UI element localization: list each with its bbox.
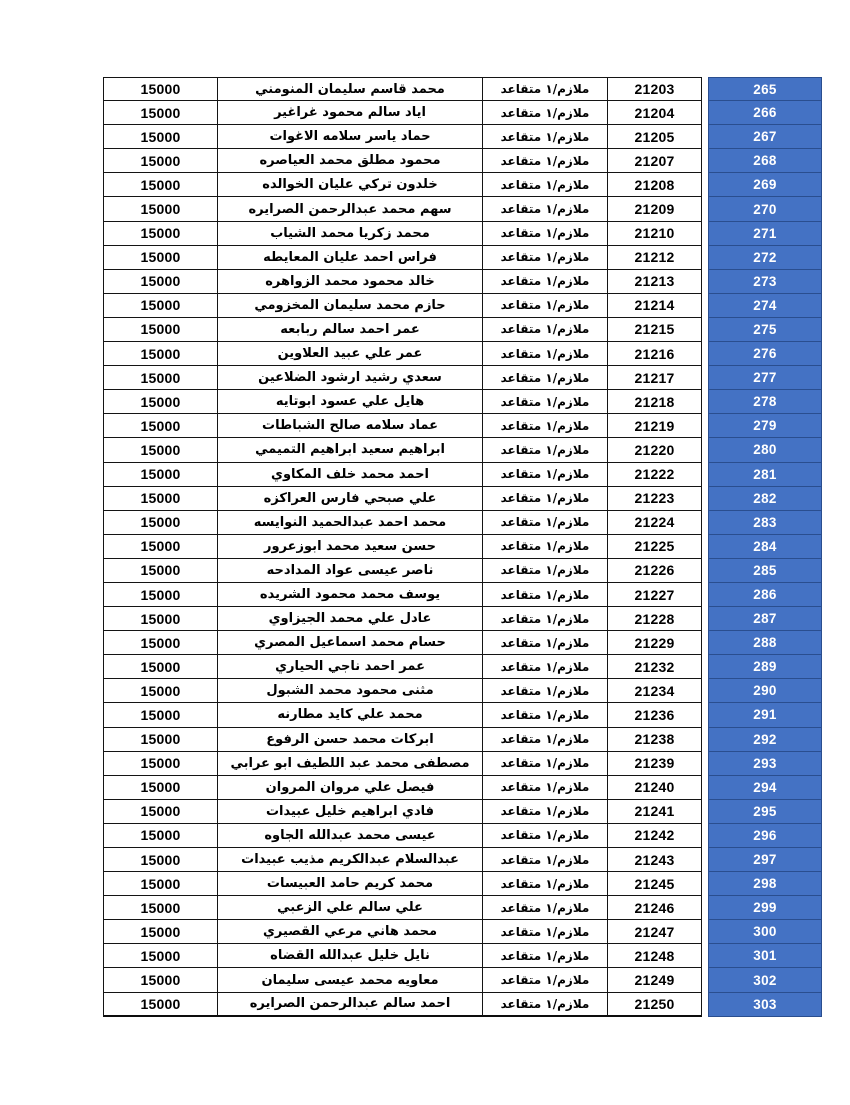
table-row	[103, 149, 822, 173]
name-cell: محمد احمد عبدالحميد النوايسه	[218, 511, 483, 535]
amount-cell: 15000	[103, 920, 218, 944]
name-cell: محمد قاسم سليمان المنومني	[218, 77, 483, 101]
table-row	[103, 222, 822, 246]
rank-cell: ملازم/١ متقاعد	[483, 920, 608, 944]
rank-cell: ملازم/١ متقاعد	[483, 294, 608, 318]
name-cell: عبدالسلام عبدالكريم مذيب عبيدات	[218, 848, 483, 872]
name-cell: محمد زكريا محمد الشياب	[218, 222, 483, 246]
sequence-number-cell: 268	[708, 149, 822, 173]
amount-cell: 15000	[103, 631, 218, 655]
table-row	[103, 366, 822, 390]
name-cell: معاويه محمد عيسى سليمان	[218, 968, 483, 992]
id-number-cell: 21239	[608, 752, 702, 776]
rank-cell: ملازم/١ متقاعد	[483, 246, 608, 270]
table-row	[103, 535, 822, 559]
sequence-number-cell: 287	[708, 607, 822, 631]
id-number-cell: 21204	[608, 101, 702, 125]
name-cell: عمر علي عبيد العلاوين	[218, 342, 483, 366]
id-number-cell: 21225	[608, 535, 702, 559]
sequence-number-cell: 267	[708, 125, 822, 149]
id-number-cell: 21210	[608, 222, 702, 246]
table-row	[103, 342, 822, 366]
amount-cell: 15000	[103, 390, 218, 414]
table-row	[103, 703, 822, 727]
rank-cell: ملازم/١ متقاعد	[483, 728, 608, 752]
table-row	[103, 848, 822, 872]
id-number-cell: 21243	[608, 848, 702, 872]
table-row	[103, 631, 822, 655]
sequence-number-cell: 297	[708, 848, 822, 872]
rank-cell: ملازم/١ متقاعد	[483, 703, 608, 727]
sequence-number-cell: 276	[708, 342, 822, 366]
name-cell: عمر احمد سالم ربابعه	[218, 318, 483, 342]
table-row	[103, 776, 822, 800]
sequence-number-cell: 273	[708, 270, 822, 294]
rank-cell: ملازم/١ متقاعد	[483, 655, 608, 679]
sequence-number-cell: 279	[708, 414, 822, 438]
amount-cell: 15000	[103, 679, 218, 703]
rank-cell: ملازم/١ متقاعد	[483, 125, 608, 149]
id-number-cell: 21214	[608, 294, 702, 318]
rank-cell: ملازم/١ متقاعد	[483, 944, 608, 968]
sequence-number-cell: 271	[708, 222, 822, 246]
sequence-number-cell: 275	[708, 318, 822, 342]
amount-cell: 15000	[103, 487, 218, 511]
rank-cell: ملازم/١ متقاعد	[483, 318, 608, 342]
name-cell: نايل خليل عبدالله القضاه	[218, 944, 483, 968]
name-cell: علي صبحي فارس العراكزه	[218, 487, 483, 511]
name-cell: ناصر عيسى عواد المدادحه	[218, 559, 483, 583]
name-cell: حازم محمد سليمان المخزومي	[218, 294, 483, 318]
amount-cell: 15000	[103, 703, 218, 727]
rank-cell: ملازم/١ متقاعد	[483, 390, 608, 414]
id-number-cell: 21236	[608, 703, 702, 727]
amount-cell: 15000	[103, 342, 218, 366]
amount-cell: 15000	[103, 414, 218, 438]
sequence-number-cell: 298	[708, 872, 822, 896]
id-number-cell: 21218	[608, 390, 702, 414]
rank-cell: ملازم/١ متقاعد	[483, 438, 608, 462]
table-row	[103, 583, 822, 607]
table-row	[103, 125, 822, 149]
rank-cell: ملازم/١ متقاعد	[483, 535, 608, 559]
amount-cell: 15000	[103, 173, 218, 197]
rank-cell: ملازم/١ متقاعد	[483, 77, 608, 101]
name-cell: عادل علي محمد الجيزاوي	[218, 607, 483, 631]
rank-cell: ملازم/١ متقاعد	[483, 993, 608, 1017]
name-cell: فيصل علي مروان المروان	[218, 776, 483, 800]
amount-cell: 15000	[103, 438, 218, 462]
table-row	[103, 173, 822, 197]
id-number-cell: 21220	[608, 438, 702, 462]
rank-cell: ملازم/١ متقاعد	[483, 414, 608, 438]
id-number-cell: 21247	[608, 920, 702, 944]
id-number-cell: 21212	[608, 246, 702, 270]
amount-cell: 15000	[103, 535, 218, 559]
amount-cell: 15000	[103, 101, 218, 125]
id-number-cell: 21217	[608, 366, 702, 390]
amount-cell: 15000	[103, 366, 218, 390]
rank-cell: ملازم/١ متقاعد	[483, 270, 608, 294]
amount-cell: 15000	[103, 125, 218, 149]
table-row	[103, 294, 822, 318]
amount-cell: 15000	[103, 944, 218, 968]
amount-cell: 15000	[103, 270, 218, 294]
sequence-number-cell: 272	[708, 246, 822, 270]
table-row	[103, 414, 822, 438]
table-row	[103, 872, 822, 896]
rank-cell: ملازم/١ متقاعد	[483, 607, 608, 631]
table-row	[103, 246, 822, 270]
table-row	[103, 77, 822, 101]
rank-cell: ملازم/١ متقاعد	[483, 824, 608, 848]
sequence-number-cell: 270	[708, 197, 822, 221]
id-number-cell: 21223	[608, 487, 702, 511]
rank-cell: ملازم/١ متقاعد	[483, 463, 608, 487]
sequence-number-cell: 288	[708, 631, 822, 655]
id-number-cell: 21234	[608, 679, 702, 703]
name-cell: فادي ابراهيم خليل عبيدات	[218, 800, 483, 824]
name-cell: خالد محمود محمد الزواهره	[218, 270, 483, 294]
table-row	[103, 824, 822, 848]
table-row	[103, 270, 822, 294]
name-cell: ابركات محمد حسن الرفوع	[218, 728, 483, 752]
id-number-cell: 21207	[608, 149, 702, 173]
table-row	[103, 559, 822, 583]
rank-cell: ملازم/١ متقاعد	[483, 487, 608, 511]
amount-cell: 15000	[103, 968, 218, 992]
name-cell: علي سالم علي الزعبي	[218, 896, 483, 920]
id-number-cell: 21227	[608, 583, 702, 607]
rank-cell: ملازم/١ متقاعد	[483, 222, 608, 246]
rank-cell: ملازم/١ متقاعد	[483, 559, 608, 583]
id-number-cell: 21248	[608, 944, 702, 968]
rank-cell: ملازم/١ متقاعد	[483, 800, 608, 824]
id-number-cell: 21245	[608, 872, 702, 896]
amount-cell: 15000	[103, 318, 218, 342]
amount-cell: 15000	[103, 655, 218, 679]
sequence-number-cell: 303	[708, 993, 822, 1017]
sequence-number-cell: 294	[708, 776, 822, 800]
id-number-cell: 21219	[608, 414, 702, 438]
name-cell: يوسف محمد محمود الشريده	[218, 583, 483, 607]
table-row	[103, 920, 822, 944]
id-number-cell: 21229	[608, 631, 702, 655]
sequence-number-cell: 284	[708, 535, 822, 559]
id-number-cell: 21238	[608, 728, 702, 752]
table-row	[103, 993, 822, 1017]
table-row	[103, 752, 822, 776]
rank-cell: ملازم/١ متقاعد	[483, 149, 608, 173]
id-number-cell: 21226	[608, 559, 702, 583]
rank-cell: ملازم/١ متقاعد	[483, 342, 608, 366]
rank-cell: ملازم/١ متقاعد	[483, 776, 608, 800]
table-row	[103, 607, 822, 631]
id-number-cell: 21242	[608, 824, 702, 848]
retiree-table	[103, 77, 822, 1017]
sequence-number-cell: 265	[708, 77, 822, 101]
rank-cell: ملازم/١ متقاعد	[483, 631, 608, 655]
amount-cell: 15000	[103, 800, 218, 824]
id-number-cell: 21228	[608, 607, 702, 631]
table-row	[103, 463, 822, 487]
sequence-number-cell: 286	[708, 583, 822, 607]
name-cell: محمد كريم حامد العبيسات	[218, 872, 483, 896]
id-number-cell: 21241	[608, 800, 702, 824]
id-number-cell: 21240	[608, 776, 702, 800]
table-row	[103, 896, 822, 920]
name-cell: مثنى محمود محمد الشبول	[218, 679, 483, 703]
name-cell: محمود مطلق محمد العياصره	[218, 149, 483, 173]
name-cell: حماد ياسر سلامه الاغوات	[218, 125, 483, 149]
name-cell: عمر احمد ناجي الحياري	[218, 655, 483, 679]
table-row	[103, 728, 822, 752]
sequence-number-cell: 280	[708, 438, 822, 462]
id-number-cell: 21224	[608, 511, 702, 535]
rank-cell: ملازم/١ متقاعد	[483, 896, 608, 920]
table-row	[103, 944, 822, 968]
sequence-number-cell: 301	[708, 944, 822, 968]
rank-cell: ملازم/١ متقاعد	[483, 848, 608, 872]
name-cell: عماد سلامه صالح الشباطات	[218, 414, 483, 438]
id-number-cell: 21213	[608, 270, 702, 294]
sequence-number-cell: 290	[708, 679, 822, 703]
sequence-number-cell: 277	[708, 366, 822, 390]
sequence-number-cell: 285	[708, 559, 822, 583]
sequence-number-cell: 291	[708, 703, 822, 727]
amount-cell: 15000	[103, 246, 218, 270]
amount-cell: 15000	[103, 607, 218, 631]
amount-cell: 15000	[103, 993, 218, 1017]
name-cell: حسن سعيد محمد ابوزعرور	[218, 535, 483, 559]
table-row	[103, 438, 822, 462]
id-number-cell: 21222	[608, 463, 702, 487]
sequence-number-cell: 289	[708, 655, 822, 679]
id-number-cell: 21203	[608, 77, 702, 101]
id-number-cell: 21232	[608, 655, 702, 679]
amount-cell: 15000	[103, 752, 218, 776]
table-row	[103, 487, 822, 511]
id-number-cell: 21246	[608, 896, 702, 920]
sequence-number-cell: 282	[708, 487, 822, 511]
rank-cell: ملازم/١ متقاعد	[483, 366, 608, 390]
rank-cell: ملازم/١ متقاعد	[483, 511, 608, 535]
table-row	[103, 197, 822, 221]
name-cell: ابراهيم سعيد ابراهيم التميمي	[218, 438, 483, 462]
sequence-number-cell: 266	[708, 101, 822, 125]
id-number-cell: 21250	[608, 993, 702, 1017]
rank-cell: ملازم/١ متقاعد	[483, 173, 608, 197]
name-cell: خلدون تركي عليان الخوالده	[218, 173, 483, 197]
id-number-cell: 21209	[608, 197, 702, 221]
sequence-number-cell: 274	[708, 294, 822, 318]
name-cell: سهم محمد عبدالرحمن الصرايره	[218, 197, 483, 221]
table-row	[103, 511, 822, 535]
amount-cell: 15000	[103, 511, 218, 535]
amount-cell: 15000	[103, 583, 218, 607]
sequence-number-cell: 299	[708, 896, 822, 920]
id-number-cell: 21205	[608, 125, 702, 149]
amount-cell: 15000	[103, 222, 218, 246]
name-cell: حسام محمد اسماعيل المصري	[218, 631, 483, 655]
rank-cell: ملازم/١ متقاعد	[483, 197, 608, 221]
amount-cell: 15000	[103, 559, 218, 583]
id-number-cell: 21208	[608, 173, 702, 197]
amount-cell: 15000	[103, 77, 218, 101]
table-row	[103, 101, 822, 125]
rank-cell: ملازم/١ متقاعد	[483, 101, 608, 125]
sequence-number-cell: 281	[708, 463, 822, 487]
rank-cell: ملازم/١ متقاعد	[483, 752, 608, 776]
amount-cell: 15000	[103, 872, 218, 896]
name-cell: احمد محمد خلف المكاوي	[218, 463, 483, 487]
table-row	[103, 655, 822, 679]
rank-cell: ملازم/١ متقاعد	[483, 583, 608, 607]
amount-cell: 15000	[103, 197, 218, 221]
sequence-number-cell: 293	[708, 752, 822, 776]
table-row	[103, 968, 822, 992]
sequence-number-cell: 278	[708, 390, 822, 414]
sequence-number-cell: 283	[708, 511, 822, 535]
sequence-number-cell: 296	[708, 824, 822, 848]
rank-cell: ملازم/١ متقاعد	[483, 679, 608, 703]
amount-cell: 15000	[103, 848, 218, 872]
name-cell: سعدي رشيد ارشود الضلاعين	[218, 366, 483, 390]
amount-cell: 15000	[103, 463, 218, 487]
sequence-number-cell: 269	[708, 173, 822, 197]
name-cell: عيسى محمد عبدالله الجاوه	[218, 824, 483, 848]
name-cell: هايل علي عسود ابوتايه	[218, 390, 483, 414]
table-row	[103, 390, 822, 414]
sequence-number-cell: 302	[708, 968, 822, 992]
table-row	[103, 318, 822, 342]
rank-cell: ملازم/١ متقاعد	[483, 872, 608, 896]
amount-cell: 15000	[103, 896, 218, 920]
name-cell: اياد سالم محمود غراغير	[218, 101, 483, 125]
rank-cell: ملازم/١ متقاعد	[483, 968, 608, 992]
name-cell: فراس احمد عليان المعايطه	[218, 246, 483, 270]
table-row	[103, 800, 822, 824]
amount-cell: 15000	[103, 149, 218, 173]
name-cell: مصطفى محمد عبد اللطيف ابو عرابي	[218, 752, 483, 776]
amount-cell: 15000	[103, 728, 218, 752]
amount-cell: 15000	[103, 824, 218, 848]
amount-cell: 15000	[103, 294, 218, 318]
amount-cell: 15000	[103, 776, 218, 800]
id-number-cell: 21216	[608, 342, 702, 366]
name-cell: محمد هاني مرعي القصيري	[218, 920, 483, 944]
table-row	[103, 679, 822, 703]
sequence-number-cell: 292	[708, 728, 822, 752]
name-cell: احمد سالم عبدالرحمن الصرايره	[218, 993, 483, 1017]
id-number-cell: 21249	[608, 968, 702, 992]
sequence-number-cell: 300	[708, 920, 822, 944]
id-number-cell: 21215	[608, 318, 702, 342]
sequence-number-cell: 295	[708, 800, 822, 824]
name-cell: محمد علي كايد مطارنه	[218, 703, 483, 727]
